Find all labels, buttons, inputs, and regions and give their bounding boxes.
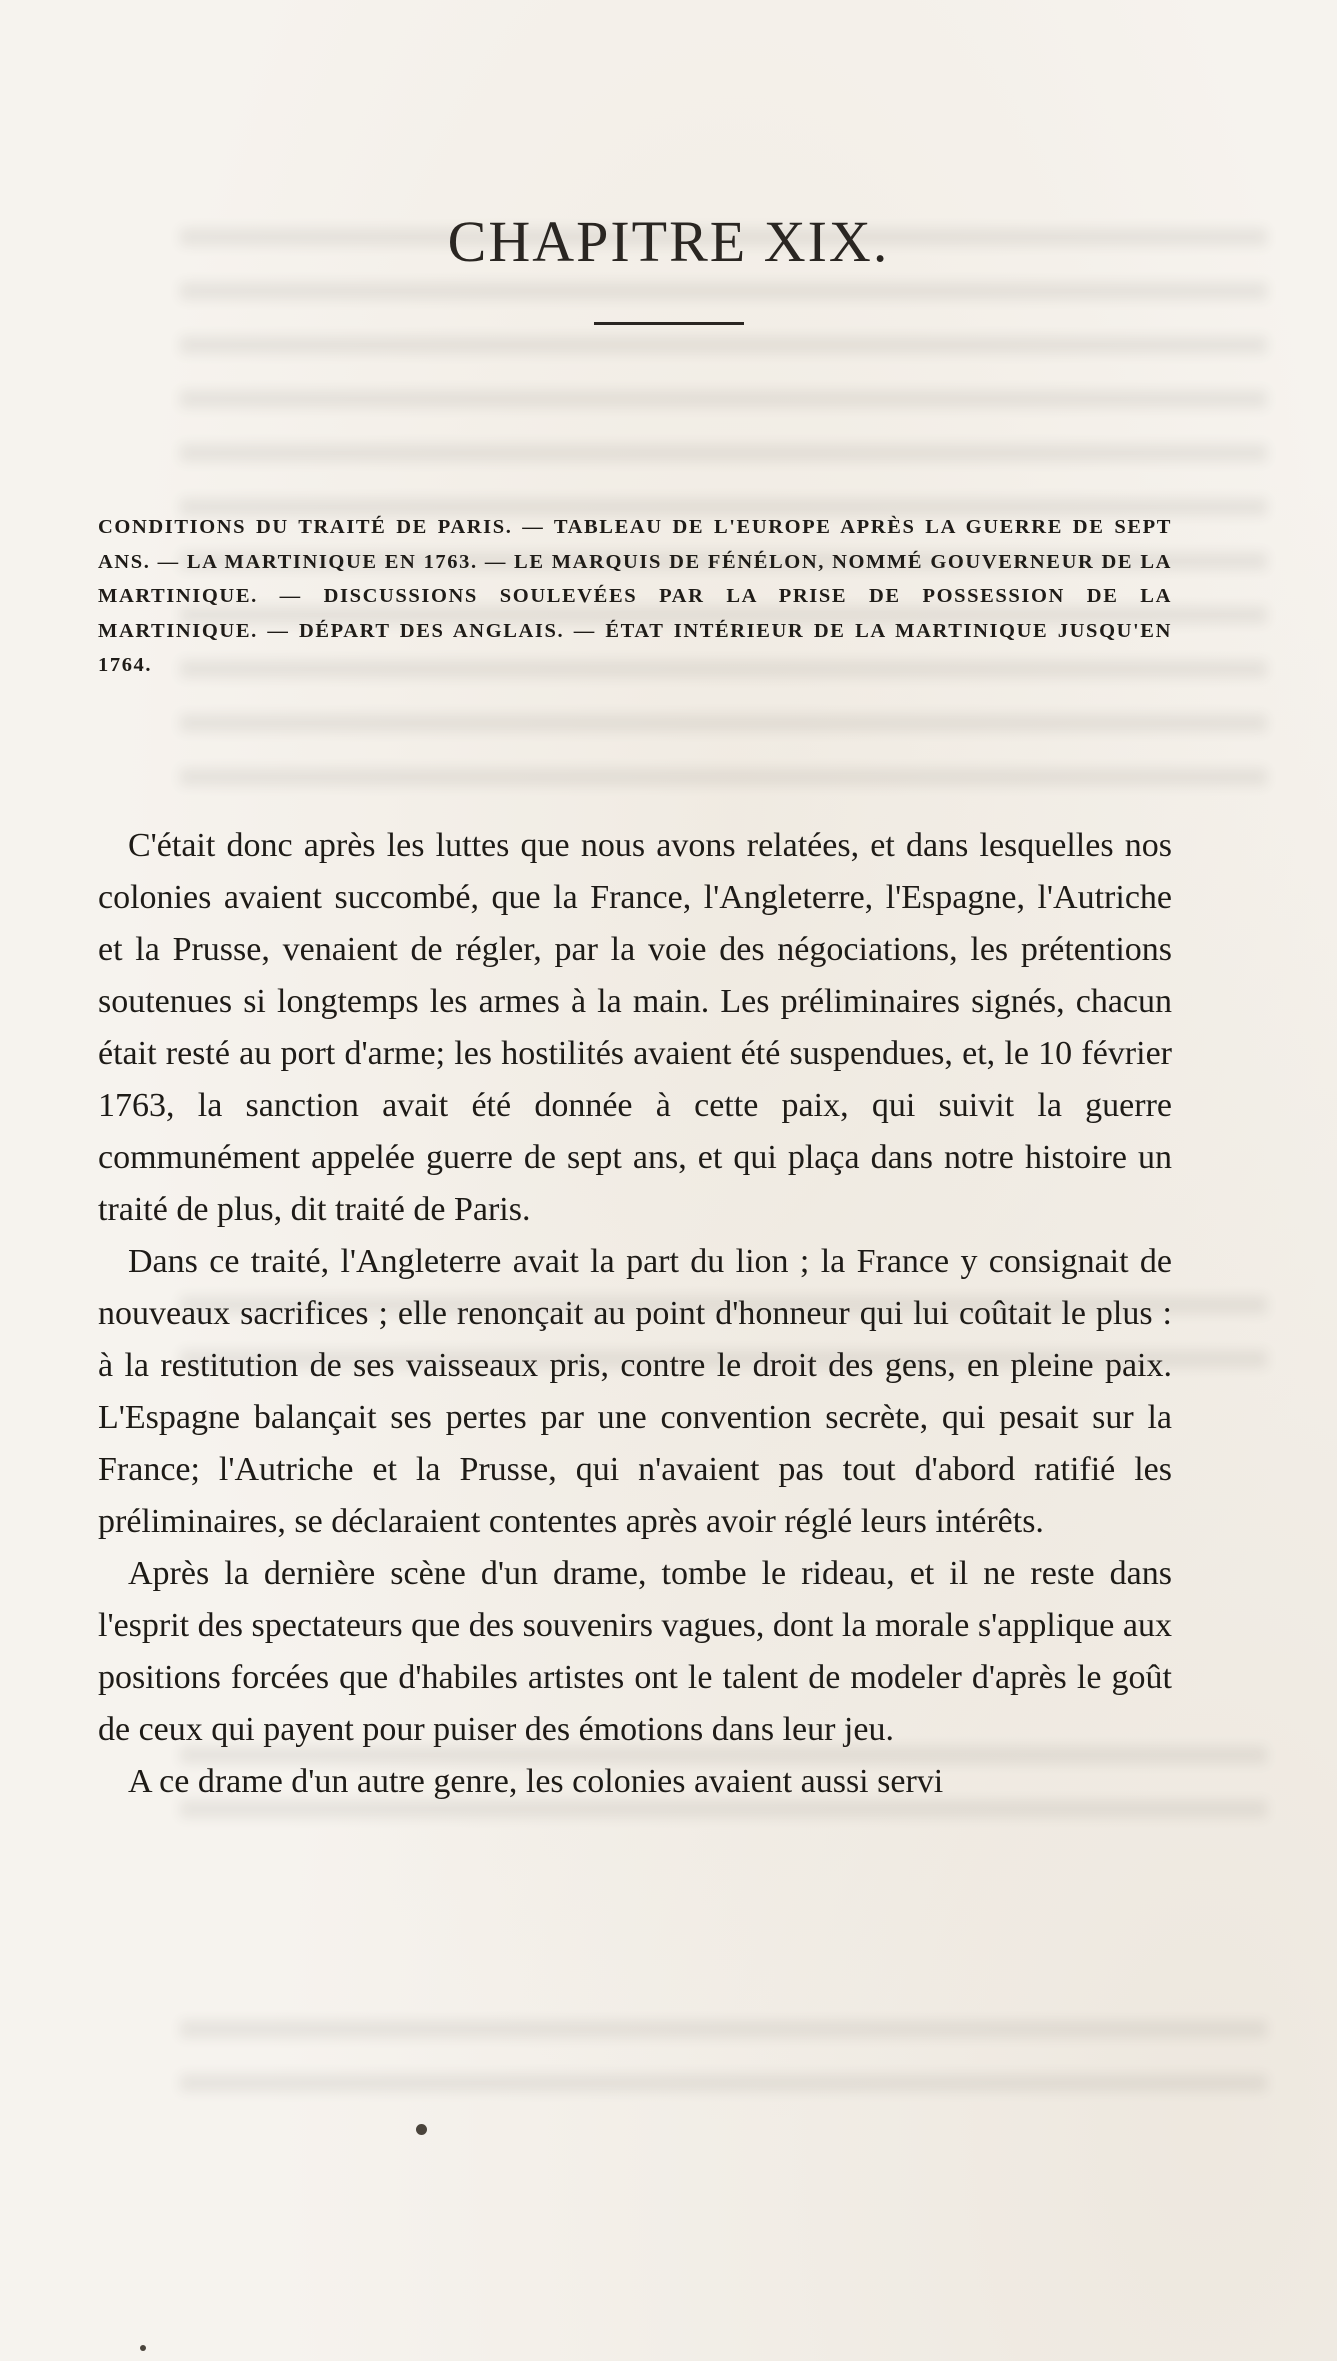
paragraph: C'était donc après les luttes que nous avons relatées, et dans lesquelles nos colonies avaient succombé, que la France, l'Angleterre, l'Espagne, l'Autriche et la Prusse, venaient de régler, par la voie des négociations, les prétentions soutenues si longtemps les armes à la main. Les préliminaires signés, chacun était resté au port d'arme; les hostilités avaient été suspendues, et, le 10 février 1763, la sanction avait été donnée à cette paix, qui suivit la guerre communément appelée guerre de sept ans, et qui plaça dans notre histoire un traité de plus, dit traité de Paris. [98,827,1172,1228]
paragraph: Dans ce traité, l'Angleterre avait la part du lion ; la France y consignait de nouveaux sacrifices ; elle renonçait au point d'honneur qui lui coûtait le plus : à la restitution de ses vaisseaux pris, contre le droit des gens, en pleine paix. L'Espagne balançait ses pertes par une convention secrète, qui pesait sur la France; l'Autriche et la Prusse, qui n'avaient pas tout d'abord ratifié les préliminaires, se déclaraient contentes après avoir réglé leurs intérêts. [98,1243,1172,1540]
chapter-title: CHAPITRE XIX. [447,209,890,274]
paragraph: Après la dernière scène d'un drame, tombe le rideau, et il ne reste dans l'esprit des spectateurs que des souvenirs vagues, dont la morale s'applique aux positions forcées que d'habiles artistes ont le talent de modeler d'après le goût de ceux qui payent pour puiser des émotions dans leur jeu. [98,1555,1172,1748]
paragraph: A ce drame d'un autre genre, les colonies avaient aussi servi [128,1763,944,1800]
title-rule [594,322,744,325]
ink-speck [140,2345,146,2351]
ink-speck [416,2124,427,2135]
body-text [98,820,1172,1808]
chapter-header [0,210,1337,325]
chapter-summary: CONDITIONS DU TRAITÉ DE PARIS. — TABLEAU DE L'EUROPE APRÈS LA GUERRE DE SEPT ANS. — LA MARTINIQUE EN 1763. — LE MARQUIS DE FÉNÉLON, NOMMÉ GOUVERNEUR DE LA MARTINIQUE. — DISCUSSIONS SOULEVÉES PAR LA PRISE DE POSSESSION DE LA MARTINIQUE. — DÉPART DES ANGLAIS. — ÉTAT INTÉRIEUR DE LA MARTINIQUE JUSQU'EN 1764. [98,516,1172,676]
